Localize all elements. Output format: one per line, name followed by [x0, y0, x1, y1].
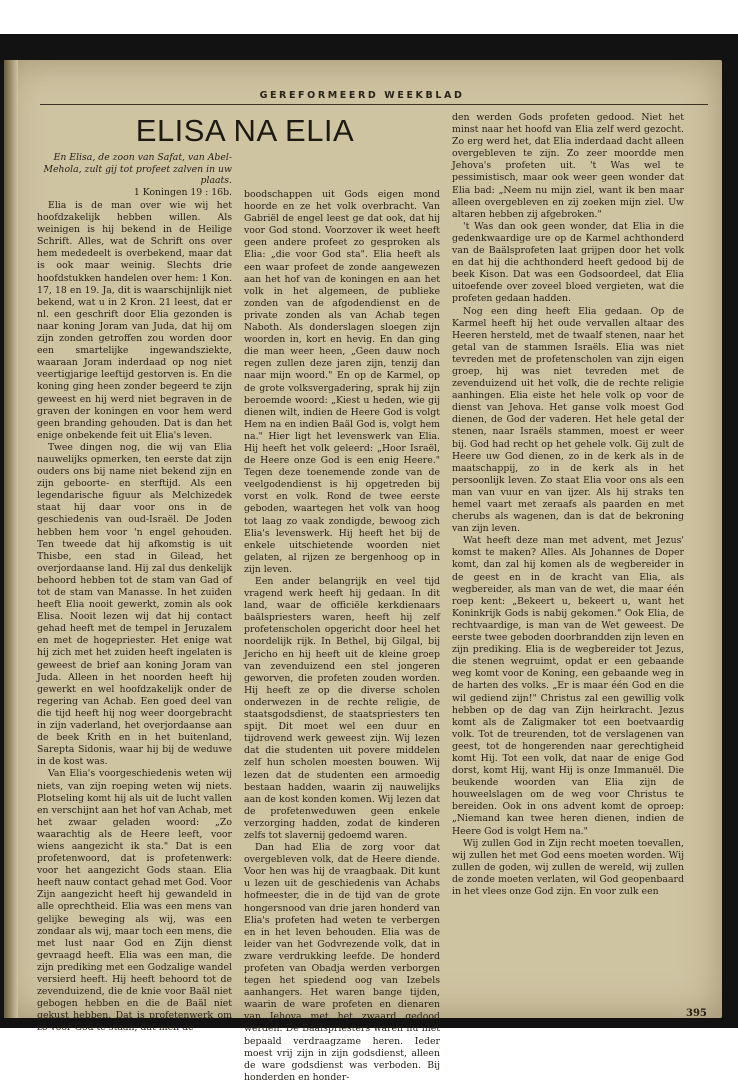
- paragraph: Van Elia's voorgeschiedenis weten wij niets, van zijn roeping weten wij niets. Plotseling komt hij als uit de lucht vallen en verschijnt aan het hof van Achab, met het zwaar geladen woord: „Zo waarachtig als de Heere leeft, voor wiens aangezicht ik sta." Dat is een profetenwoord, dat is profetenwerk: voor het aangezicht Gods staan. Elia heeft nauw contact gehad met God. Voor Zijn aangezicht heeft hij gewandeld in alle oprechtheid. Elia was een mens van gelijke beweging als wij, was een zondaar als wij, maar toch een mens, die met lust naar God en Zijn dienst gevraagd heeft. Elia was een man, die zijn prediking met een Godzalige wandel versierd heeft. Hij heeft behoord tot de zevenduizend, die de knie voor Baäl niet gebogen hebben en die de Baäl niet gekust hebben. Dat is profetenwerk om zo voor God te staan, dat men de: [37, 768, 232, 1034]
- epigraph-text: En Elisa, de zoon van Safat, van Abel-Mehola, zult gij tot profeet zalven in uw plaats.: [43, 152, 232, 187]
- magazine-page: [4, 60, 722, 1083]
- column-2: [244, 189, 440, 1083]
- paragraph: Elia is de man over wie wij het hoofdzakelijk hebben willen. Als weinigen is hij bekend in de Heilige Schrift. Alles, wat de Schrift ons over hem mededeelt is overbekend, maar dat is ook maar weinig. Slechts drie hoofdstukken handelen over hem: 1 Kon. 17, 18 en 19. Ja, dit is waarschijnlijk niet bekend, wat u in 2 Kron. 21 leest, dat er nl. een geschrift door Elia gezonden is naar koning Joram van Juda, dat hij om zijn zonden getroffen zou worden door een smartelijke ingewandsziekte, waaraan Joram inderdaad op nog niet veertigjarige leeftijd gestorven is. En die koning ging heen zonder begeerd te zijn geweest en hij werd niet begraven in de graven der koningen en voor hem werd geen branding gehouden. Dat is dan het enige onbekende feit uit Elia's leven.: [37, 200, 232, 441]
- paragraph: Wij zullen God in Zijn recht moeten toevallen, wij zullen het met God eens moeten worden. Wij zullen de goden, wij zullen de wereld, wij zullen de zonde moeten verlaten, wil God geopenbaard in het vlees onze God zijn. En voor zulk een: [452, 837, 684, 897]
- paragraph: Dan had Elia de zorg voor dat overgebleven volk, dat de Heere diende. Voor hen was hij de vraagbaak. Dit kunt u lezen uit de geschiedenis van Achabs hofmeester, die in de tijd van de grote hongersnood van drie jaren honderd van Elia's profeten had weten te verbergen en in het leven behouden. Elia was de leider van het Godvrezende volk, dat in zware verdrukking leefde. De honderd profeten van Obadja werden verborgen tegen het spiedend oog van Izebels aanhangers. Het waren bange tijden, waarin de ware profeten en dienaren van Jehova met het zwaard gedood werden. De Baälspriesters waren nu niet bepaald verdraagzame heren. Ieder moest vrij zijn in zijn godsdienst, alleen de ware godsdienst was verboden. Bij honderden en honder-: [244, 842, 440, 1083]
- column-1: [37, 200, 232, 1034]
- page-number: 395: [686, 1008, 707, 1019]
- page-spine-shadow: [4, 60, 18, 1018]
- paragraph: boodschappen uit Gods eigen mond hoorde en ze het volk overbracht. Van Gabriël de engel leest ge dat ook, dat hij voor God stond. Voorzover ik weet heeft geen andere profeet zo gesproken als Elia: „die voor God sta". Elia heeft als een waar profeet de zonde aangewezen aan het hof van de koningen en aan het volk in het algemeen, de publieke zonden van de afgodendienst en de private zonden als van Achab tegen Naboth. Als donderslagen sloegen zijn woorden in, kort en hevig. En dan ging die man weer heen, „Geen dauw noch regen zullen deze jaren zijn, tenzij dan naar mijn woord." En op de Karmel, op de grote volksvergadering, sprak hij zijn beroemde woord: „Kiest u heden, wie gij dienen wilt, indien de Heere God is volgt Hem na en indien Baäl God is, volgt hem na." Hier ligt het levenswerk van Elia. Hij heeft het volk geleerd: „Hoor Israël, de Heere onze God is een enig Heere." Tegen deze toenemende zonde van de veelgodendienst is hij opgetreden bij vorst en volk. Rond de twee eerste geboden, waartegen het volk van hoog tot laag zo vaak zondigde, bewoog zich Elia's levenswerk. Hij heeft het bij de enkele uitschietende woorden niet gelaten, al rijzen ze bergenhoog op in zijn leven.: [244, 189, 440, 575]
- paragraph: Wat heeft deze man met advent, met Jezus' komst te maken? Alles. Als Johannes de Doper komt, dan zal hij komen als de wegbereider in de geest en in de kracht van Elia, als wegbereider, als man van de wet, die maar één roep kent: „Bekeert u, bekeert u, want het Koninkrijk Gods is nabij gekomen." Ook Elia, de rechtvaardige, is man van de Wet geweest. De eerste twee geboden doorbrandden zijn leven en zijn prediking. Elia is de wegbereider tot Jezus, die stenen wegruimt, opdat er een gebaande weg komt voor de Koning, een gebaande weg in de harten des volks. „Er is maar één God en die wil gediend zijn!" Christus zal een gewillig volk hebben op de dag van Zijn heirkracht. Jezus komt als de Zaligmaker tot een boetvaardig volk. Tot de treurenden, tot de verslagenen van geest, tot de hongerenden naar gerechtigheid komt Hij. Tot een volk, dat naar de enige God dorst, komt Hij, want Hij is onze Immanuël. Die beukende woorden van Elia zijn de houweelslagen om de weg voor Christus te bereiden. Ook in ons advent komt de oproep: „Niemand kan twee heren dienen, indien de Heere God is volgt Hem na.": [452, 535, 684, 837]
- paragraph: Nog een ding heeft Elia gedaan. Op de Karmel heeft hij het oude vervallen altaar des Heeren hersteld, met de twaalf stenen, naar het getal van de stammen Israëls. Elia was niet tevreden met de profetenscholen van zijn eigen groep, hij was niet tevreden met de zevenduizend uit het volk, die de rechte religie aanhingen. Elia eiste het hele volk op voor de dienst van Jehova. Het ganse volk moest God dienen, de God der vaderen. Het hele getal der stenen, naar Israëls stammen, moest er weer bij. God had recht op het gehele volk. Gij zult de Heere uw God dienen, zo in de kerk als in de maatschappij, zo in de kerk als in het persoonlijk leven. Zo staat Elia voor ons als een man van vuur en van ijzer. Als hij straks ten hemel vaart met zeraafs als paarden en met cherubs als wagenen, dan is dat de bekroning van zijn leven.: [452, 305, 684, 535]
- paragraph: Twee dingen nog, die wij van Elia nauwelijks opmerken, ten eerste dat zijn ouders ons bij name niet bekend zijn en zijn geboorte- en sterftijd. Als een legendarische figuur als Melchizedek staat hij daar voor ons in de geschiedenis van oud-Israël. De Joden hebben hem voor 'n engel gehouden. Ten tweede dat hij afkomstig is uit Thisbe, een stad in Gilead, het overjordaanse land. Hij zal dus denkelijk behoord hebben tot de stam van Gad of tot de stam van Manasse. In het zuiden heeft Elia nooit gewerkt, zomin als ook Elisa. Nooit lezen wij dat hij contact gehad heeft met de tempel in Jeruzalem en met de hogepriester. Het enige wat hij zich met het zuiden heeft ingelaten is geweest de brief aan koning Joram van Juda. Alleen in het noorden heeft hij gewerkt en wel hoofdzakelijk onder de regering van Achab. Een goed deel van die tijd heeft hij nog weer doorgebracht in zijn vaderland, het overjordaanse aan de beek Krith en in het buitenland, Sarepta Sidonis, waar hij bij de weduwe in de kost was.: [37, 441, 232, 768]
- paragraph: 't Was dan ook geen wonder, dat Elia in die gedenkwaardige ure op de Karmel achthonderd van de Baälsprofeten laat grijpen door het volk en dat hij die achthonderd heeft gedood bij de beek Kison. Dat was een Godsoordeel, dat Elia uitoefende over zoveel bloed vergieten, wat die profeten gedaan hadden.: [452, 220, 684, 305]
- epigraph-reference: 1 Koningen 19 : 16b.: [133, 186, 232, 198]
- paragraph: Een ander belangrijk en veel tijd vragend werk heeft hij gedaan. In dit land, waar de officiële kerkdienaars baälspriesters waren, heeft hij zelf profetenscholen opgericht door heel het noordelijk rijk. In Bethel, bij Gilgal, bij Jericho en hij heeft uit de kleine groep van zevenduizend een stel jongeren geworven, die profeten zouden worden. Hij heeft ze op die diverse scholen onderwezen in de rechte religie, de staatsgodsdienst, de staatspriesters ten spijt. Dit moet wel een duur en tijdrovend werk geweest zijn. Wij lezen dat die studenten uit povere middelen zelf hun scholen moesten bouwen. Wij lezen dat de studenten een armoedig bestaan hadden, waarin zij nauwelijks aan de kost konden komen. Wij lezen dat de profetenweduwen geen enkele verzorging hadden, zodat de kinderen zelfs tot slavernij gedoemd waren.: [244, 576, 440, 841]
- header-rule: [40, 104, 708, 105]
- article-title: ELISA NA ELIA: [135, 113, 355, 148]
- column-3: [452, 112, 684, 998]
- paragraph: den werden Gods profeten gedood. Niet het minst naar het hoofd van Elia zelf werd gezocht. Zo erg werd het, dat Elia inderdaad dacht alleen overgebleven te zijn. Zo zeer moordde men Jehova's profeten uit. 't Was wel te pessimistisch, maar ook weer geen wonder dat Elia bad: „Neem nu mijn ziel, want ik ben maar alleen overgebleven en zij zoeken mijn ziel. Uw altaren hebben zij afgebroken.": [452, 112, 684, 220]
- epigraph: [40, 152, 232, 198]
- running-head: GEREFORMEERD WEEKBLAD: [259, 90, 465, 101]
